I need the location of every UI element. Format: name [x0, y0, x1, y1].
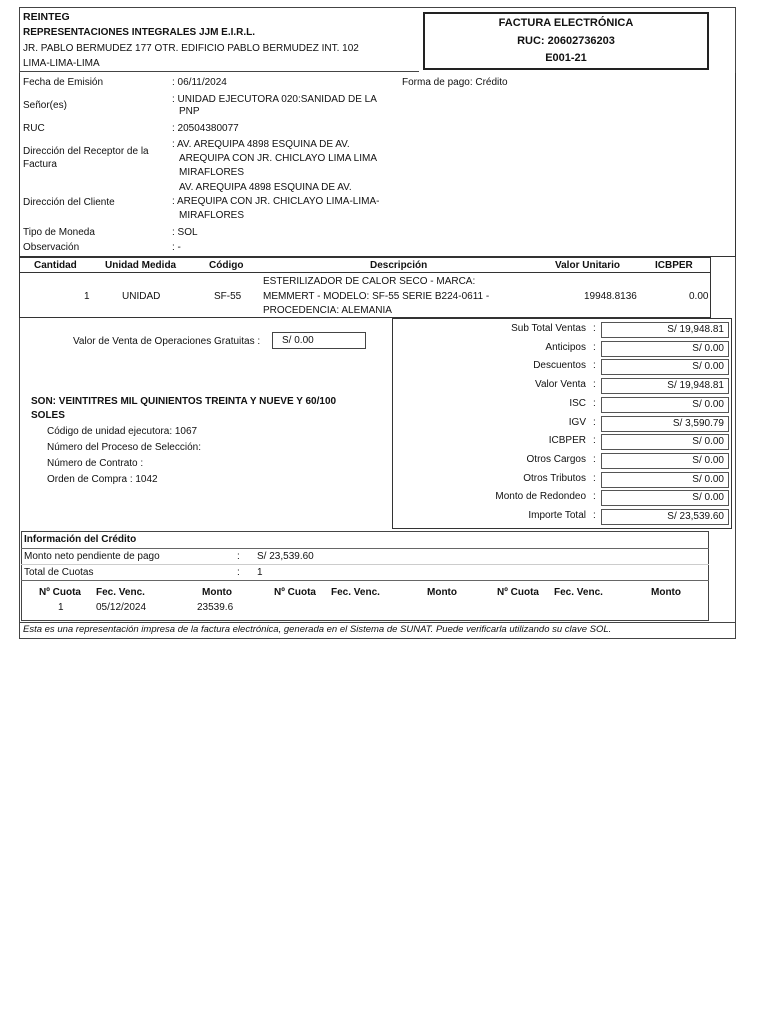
row-desc-line2: MEMMERT - MODELO: SF-55 SERIE B224-0611 -: [263, 291, 490, 302]
credit-cuotas-colon: :: [237, 567, 240, 578]
total-colon: :: [593, 491, 596, 503]
total-colon: :: [593, 341, 596, 353]
forma-pago: Forma de pago: Crédito: [402, 77, 508, 88]
unidad-ejecutora: Código de unidad ejecutora: 1067: [47, 426, 198, 437]
items-header-divider: [19, 272, 711, 273]
numero-contrato: Número de Contrato :: [47, 458, 144, 469]
issuer-short-name: REINTEG: [23, 11, 70, 23]
credit-divider-2: [21, 564, 709, 565]
credit-cuotas-value: 1: [257, 567, 263, 578]
fecha-label: Fecha de Emisión: [23, 77, 104, 88]
cuota-col-1: Nº Cuota: [39, 587, 81, 598]
total-label: Importe Total: [528, 510, 586, 521]
son-line2: SOLES: [31, 410, 65, 421]
col-valor-unitario: Valor Unitario: [555, 260, 621, 271]
footer-note: Esta es una representación impresa de la factura electrónica, generada en el Sistema de SUNAT. Puede verificarla utilizando su clave SOL.: [23, 624, 612, 635]
row-desc-line1: ESTERILIZADOR DE CALOR SECO - MARCA:: [263, 276, 476, 287]
monto-col-1: Monto: [202, 587, 232, 598]
total-colon: :: [593, 416, 596, 428]
monto-col-2: Monto: [427, 587, 457, 598]
total-value: S/ 0.00: [601, 434, 729, 450]
total-label: Otros Tributos: [523, 472, 586, 484]
total-value: S/ 0.00: [601, 490, 729, 506]
total-label: Anticipos: [545, 341, 586, 353]
total-colon: :: [593, 472, 596, 484]
col-unidad: Unidad Medida: [105, 260, 177, 271]
row-codigo: SF-55: [214, 291, 242, 302]
total-colon: :: [593, 323, 596, 334]
invoice-number: E001-21: [545, 52, 587, 64]
row-desc-line3: PROCEDENCIA: ALEMANIA: [263, 305, 392, 316]
total-label: IGV: [568, 416, 586, 428]
cuota-row-fecha: 05/12/2024: [96, 602, 147, 613]
proceso-seleccion: Número del Proceso de Selección:: [47, 442, 201, 453]
issuer-address-line2: LIMA-LIMA-LIMA: [23, 58, 100, 69]
dir-receptor-label1: Dirección del Receptor de la: [23, 146, 149, 157]
gratuitas-value: S/ 0.00: [282, 335, 314, 346]
total-value: S/ 19,948.81: [601, 378, 729, 394]
total-label: ICBPER: [548, 435, 586, 447]
dir-receptor-line3: MIRAFLORES: [179, 167, 245, 178]
dir-receptor-label2: Factura: [23, 159, 57, 170]
total-colon: :: [593, 397, 596, 409]
total-value: S/ 19,948.81: [601, 322, 729, 338]
col-descripcion: Descripción: [370, 260, 428, 271]
row-unidad: UNIDAD: [122, 291, 161, 302]
footer-divider: [19, 622, 736, 623]
total-colon: :: [593, 435, 596, 447]
total-value: S/ 0.00: [601, 359, 729, 375]
total-value: S/ 0.00: [601, 397, 729, 413]
credit-divider-3: [21, 580, 709, 581]
total-colon: :: [593, 379, 596, 391]
total-value: S/ 23,539.60: [601, 509, 729, 525]
col-icbper: ICBPER: [655, 260, 693, 271]
col-cantidad: Cantidad: [34, 260, 77, 271]
invoice-title: FACTURA ELECTRÓNICA: [498, 17, 634, 29]
orden-compra: Orden de Compra : 1042: [47, 474, 158, 485]
row-valor-unitario: 19948.8136: [584, 291, 637, 302]
ruc-value: : 20504380077: [172, 123, 239, 134]
obs-value: : -: [172, 242, 181, 253]
total-label: ISC: [569, 397, 586, 409]
col-codigo: Código: [209, 260, 244, 271]
dir-cliente-line3: MIRAFLORES: [179, 210, 245, 221]
total-label: Descuentos: [533, 360, 586, 372]
cuota-col-2: Nº Cuota: [274, 587, 316, 598]
total-label: Valor Venta: [535, 379, 586, 391]
total-label: Sub Total Ventas: [511, 323, 586, 334]
total-value: S/ 3,590.79: [601, 416, 729, 432]
credit-title: Información del Crédito: [24, 534, 137, 545]
cuota-row-number: 1: [58, 602, 64, 613]
row-icbper: 0.00: [689, 291, 709, 302]
dir-receptor-line2: AREQUIPA CON JR. CHICLAYO LIMA LIMA: [179, 153, 378, 164]
gratuitas-label: Valor de Venta de Operaciones Gratuitas :: [73, 336, 261, 347]
dir-receptor-line1: : AV. AREQUIPA 4898 ESQUINA DE AV.: [172, 139, 350, 150]
ruc-label: RUC: [23, 123, 45, 134]
total-label: Monto de Redondeo: [495, 491, 586, 503]
fec-col-3: Fec. Venc.: [554, 587, 603, 598]
issuer-address-line1: JR. PABLO BERMUDEZ 177 OTR. EDIFICIO PABLO BERMUDEZ INT. 102: [23, 43, 359, 54]
total-label: Otros Cargos: [526, 453, 586, 465]
credit-monto-colon: :: [237, 551, 240, 562]
header-info-box: [19, 73, 736, 257]
total-value: S/ 0.00: [601, 453, 729, 469]
fec-col-1: Fec. Venc.: [96, 587, 145, 598]
dir-cliente-line1: AV. AREQUIPA 4898 ESQUINA DE AV.: [179, 182, 352, 193]
moneda-value: : SOL: [172, 227, 198, 238]
row-cantidad: 1: [84, 291, 90, 302]
total-colon: :: [593, 360, 596, 372]
dir-cliente-label: Dirección del Cliente: [23, 197, 115, 208]
credit-monto-value: S/ 23,539.60: [257, 551, 314, 562]
dir-cliente-line2: : AREQUIPA CON JR. CHICLAYO LIMA-LIMA-: [172, 196, 380, 207]
credit-cuotas-label: Total de Cuotas: [24, 567, 94, 578]
total-colon: :: [593, 510, 596, 521]
total-value: S/ 0.00: [601, 341, 729, 357]
total-value: S/ 0.00: [601, 472, 729, 488]
monto-col-3: Monto: [651, 587, 681, 598]
obs-label: Observación: [23, 242, 80, 253]
credit-monto-label: Monto neto pendiente de pago: [24, 551, 160, 562]
senor-value-line2: PNP: [179, 106, 200, 117]
fec-col-2: Fec. Venc.: [331, 587, 380, 598]
senor-value-line1: : UNIDAD EJECUTORA 020:SANIDAD DE LA: [172, 94, 377, 105]
invoice-ruc: RUC: 20602736203: [517, 35, 615, 47]
senor-label: Señor(es): [23, 100, 67, 111]
cuota-col-3: Nº Cuota: [497, 587, 539, 598]
credit-divider: [21, 548, 709, 549]
fecha-value: : 06/11/2024: [172, 77, 227, 88]
issuer-divider: [19, 71, 419, 72]
total-colon: :: [593, 453, 596, 465]
moneda-label: Tipo de Moneda: [23, 227, 95, 238]
son-line1: SON: VEINTITRES MIL QUINIENTOS TREINTA Y NUEVE Y 60/100: [31, 396, 337, 407]
issuer-legal-name: REPRESENTACIONES INTEGRALES JJM E.I.R.L.: [23, 27, 256, 38]
cuota-row-monto: 23539.6: [197, 602, 234, 613]
